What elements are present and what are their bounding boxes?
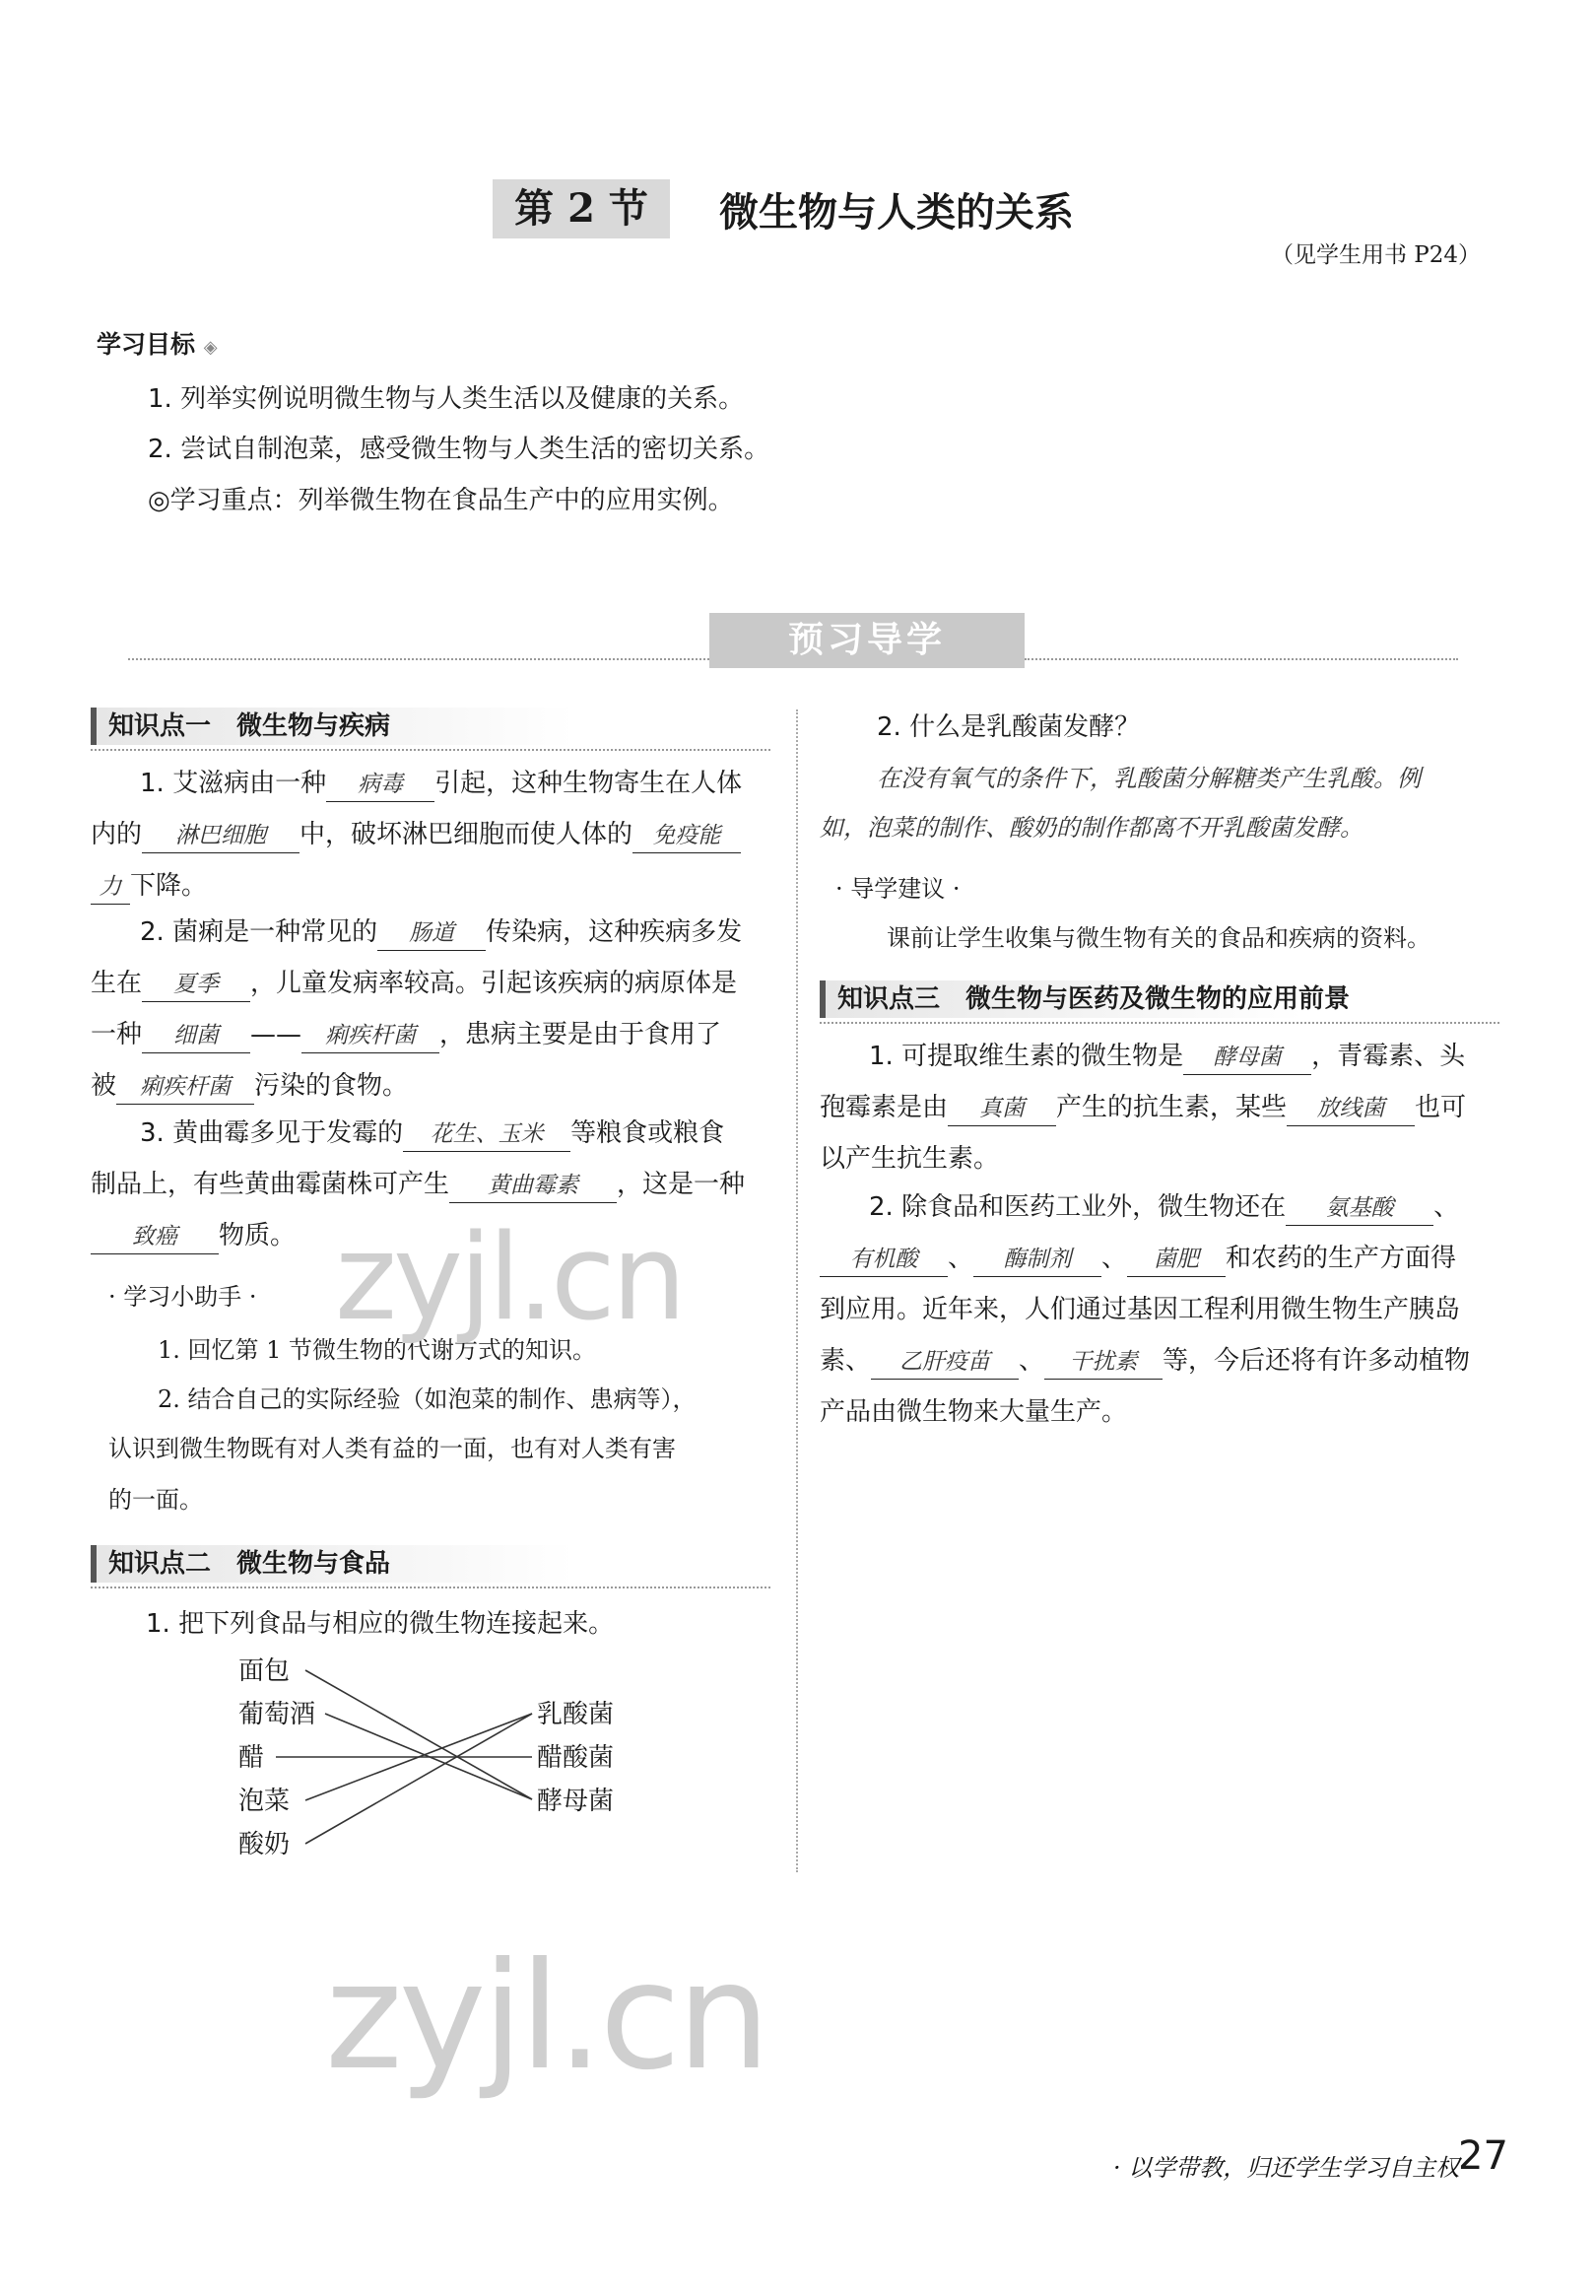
food-item: 醋 bbox=[238, 1743, 265, 1773]
kp3-heading: 知识点三 微生物与医药及微生物的应用前景 bbox=[820, 980, 1507, 1018]
page-title: 微生物与人类的关系 bbox=[719, 189, 1074, 236]
footer-slogan: · 以学带教，归还学生学习自主权 · bbox=[1113, 2154, 1475, 2182]
microbe-item: 乳酸菌 bbox=[537, 1700, 615, 1729]
objective-item: 2. 尝试自制泡菜，感受微生物与人类生活的密切关系。 bbox=[148, 435, 770, 464]
watermark: zyjl.cn bbox=[325, 1931, 767, 2103]
objective-item: 1. 列举实例说明微生物与人类生活以及健康的关系。 bbox=[148, 384, 745, 414]
kp3-q1: 1. 可提取维生素的微生物是 酵母菌 ，青霉素、头 孢霉素是由 真菌 产生的抗生素，某些 放线菌 也可 以产生抗生素。 bbox=[820, 1042, 1467, 1174]
guide-text: 课前让学生收集与微生物有关的食品和疾病的资料。 bbox=[887, 924, 1430, 952]
helper-line: 认识到微生物既有对人类有益的一面，也有对人类有害 bbox=[108, 1435, 676, 1462]
helper-line: 的一面。 bbox=[108, 1486, 203, 1514]
match-line bbox=[305, 1714, 532, 1844]
food-item: 葡萄酒 bbox=[238, 1700, 316, 1729]
objectives-heading: 学习目标 ◈ bbox=[97, 330, 218, 359]
kp1-q1: 1. 艾滋病由一种 病毒 引起，这种生物寄生在人体 内的 淋巴细胞 中，破坏淋巴细胞而使人体的 免疫能 力 下降。 bbox=[91, 764, 780, 906]
food-item: 面包 bbox=[238, 1656, 291, 1686]
right-q2: 2. 什么是乳酸菌发酵？ bbox=[877, 712, 1141, 742]
watermark: zyjl.cn bbox=[335, 1210, 683, 1347]
kp3-q2: 2. 除食品和医药工业外，微生物还在 氨基酸 、 有机酸 、 酶制剂 、 菌肥 和农药的生产方面得 到应用。近年来，人们通过基因工程利用微生物生产胰岛 素、 乙肝疫苗 、 干扰素 等，今后还将有许多动植物 产品由微生物来大量生产。 bbox=[820, 1192, 1471, 1427]
kp2-heading: 知识点二 微生物与食品 bbox=[91, 1545, 778, 1583]
microbe-item: 酵母菌 bbox=[537, 1787, 615, 1816]
food-item: 泡菜 bbox=[238, 1787, 291, 1816]
page-number: 27 bbox=[1458, 2133, 1508, 2179]
kp3-rule bbox=[820, 1022, 1499, 1024]
section-banner: 预习导学 bbox=[709, 613, 1025, 668]
helper-line: 1. 回忆第 1 节微生物的代谢方式的知识。 bbox=[158, 1336, 597, 1364]
diamond-icon: ◈ bbox=[203, 337, 218, 358]
microbe-item: 醋酸菌 bbox=[537, 1743, 615, 1773]
answer-line: 在没有氧气的条件下，乳酸菌分解糖类产生乳酸。例 bbox=[877, 765, 1421, 792]
section-label: 第 2 节 bbox=[493, 179, 670, 238]
match-line bbox=[305, 1670, 532, 1799]
kp1-q3: 3. 黄曲霉多见于发霉的 花生、玉米 等粮食或粮食 制品上，有些黄曲霉菌株可产生 黄曲霉素 ，这是一种 致癌 物质。 bbox=[91, 1114, 780, 1255]
kp1-q2: 2. 菌痢是一种常见的 肠道 传染病，这种疾病多发 生在 夏季 ，儿童发病率较高。引起该疾病的病原体是 一种 细菌 —— 痢疾杆菌 ，患病主要是由于食用了 被 痢疾杆菌 污染的食物。 bbox=[91, 912, 780, 1106]
answer-line: 如，泡菜的制作、酸奶的制作都离不开乳酸菌发酵。 bbox=[820, 814, 1363, 842]
kp1-heading: 知识点一 微生物与疾病 bbox=[91, 708, 778, 745]
guide-heading: · 导学建议 · bbox=[835, 875, 961, 903]
reference-note: （见学生用书 P24） bbox=[1271, 242, 1482, 268]
helper-line: 2. 结合自己的实际经验（如泡菜的制作、患病等）， bbox=[158, 1385, 697, 1413]
kp2-q1: 1. 把下列食品与相应的微生物连接起来。 bbox=[146, 1609, 615, 1639]
food-item: 酸奶 bbox=[238, 1830, 291, 1859]
helper-heading: · 学习小助手 · bbox=[108, 1283, 257, 1311]
key-point: ◎学习重点：列举微生物在食品生产中的应用实例。 bbox=[148, 486, 734, 515]
